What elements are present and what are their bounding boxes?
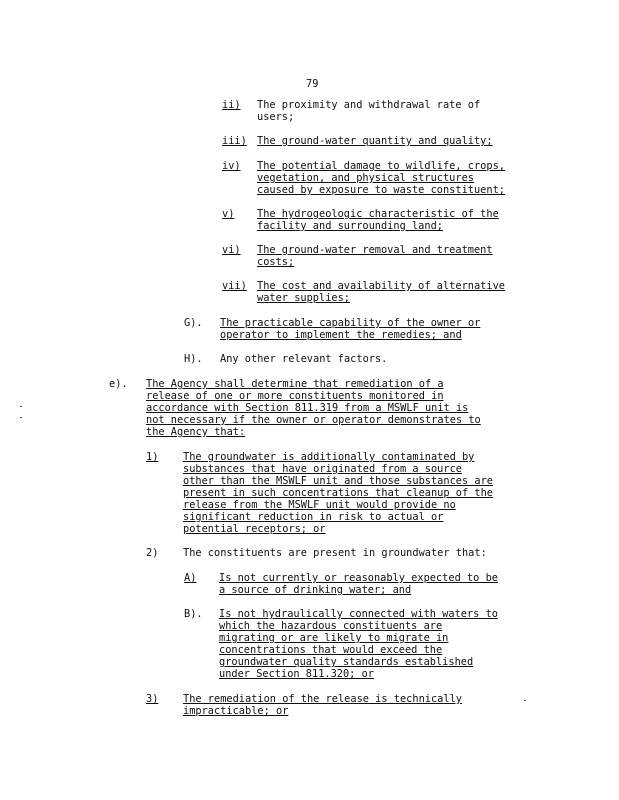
item-label: v): [222, 208, 235, 220]
item-text-line: The constituents are present in groundwater that:: [183, 547, 487, 559]
scan-speck: [524, 700, 526, 701]
item-label: vi): [222, 244, 241, 256]
item-text-line: groundwater quality standards established: [219, 656, 474, 668]
item-text-line: The ground-water quantity and quality;: [257, 135, 493, 147]
item-text-line: which the hazardous constituents are: [219, 620, 443, 632]
item-text-line: release of one or more constituents monitored in: [146, 390, 444, 402]
page-number: 79: [306, 78, 319, 90]
item-label: G).: [184, 317, 203, 329]
item-text-line: water supplies;: [257, 292, 350, 304]
item-text-line: under Section 811.320; or: [219, 668, 374, 680]
item-text-line: The groundwater is additionally contaminated by: [183, 451, 475, 463]
item-text-line: The proximity and withdrawal rate of: [257, 99, 481, 111]
item-text-line: vegetation, and physical structures: [257, 172, 474, 184]
item-text-line: release from the MSWLF unit would provide no: [183, 499, 456, 511]
item-text-line: caused by exposure to waste constituent;: [257, 184, 505, 196]
item-label: iii): [222, 135, 247, 147]
item-text-line: a source of drinking water; and: [219, 584, 412, 596]
item-text-line: The hydrogeologic characteristic of the: [257, 208, 499, 220]
item-text-line: Is not hydraulically connected with waters to: [219, 608, 498, 620]
item-text-line: impracticable; or: [183, 705, 289, 717]
item-text-line: accordance with Section 811.319 from a MSWLF unit is: [146, 402, 469, 414]
item-text-line: facility and surrounding land;: [257, 220, 443, 232]
item-text-line: The practicable capability of the owner or: [220, 317, 481, 329]
item-label: ii): [222, 99, 241, 111]
item-label: 2): [146, 547, 159, 559]
item-label: e).: [109, 378, 128, 390]
item-text-line: not necessary if the owner or operator demonstrates to: [146, 414, 481, 426]
item-text-line: Is not currently or reasonably expected to be: [219, 572, 498, 584]
item-text-line: present in such concentrations that cleanup of the: [183, 487, 493, 499]
item-text-line: potential receptors; or: [183, 523, 326, 535]
item-label: A): [184, 572, 197, 584]
scan-speck: [20, 417, 22, 418]
item-text-line: Any other relevant factors.: [220, 353, 388, 365]
item-text-line: The ground-water removal and treatment: [257, 244, 493, 256]
item-text-line: The Agency shall determine that remediation of a: [146, 378, 444, 390]
item-text-line: significant reduction in risk to actual or: [183, 511, 444, 523]
item-text-line: The cost and availability of alternative: [257, 280, 505, 292]
item-text-line: concentrations that would exceed the: [219, 644, 443, 656]
item-text-line: migrating or are likely to migrate in: [219, 632, 449, 644]
item-text-line: costs;: [257, 256, 295, 268]
item-text-line: the Agency that:: [146, 426, 246, 438]
item-label: H).: [184, 353, 203, 365]
item-text-line: The potential damage to wildlife, crops,: [257, 160, 505, 172]
scan-speck: [20, 406, 22, 407]
item-text-line: users;: [257, 111, 295, 123]
item-text-line: other than the MSWLF unit and those substances are: [183, 475, 493, 487]
item-label: B).: [184, 608, 203, 620]
item-text-line: The remediation of the release is technically: [183, 693, 462, 705]
item-label: 3): [146, 693, 159, 705]
item-label: 1): [146, 451, 159, 463]
item-text-line: substances that have originated from a source: [183, 463, 462, 475]
item-text-line: operator to implement the remedies; and: [220, 329, 462, 341]
item-label: vii): [222, 280, 247, 292]
item-label: iv): [222, 160, 241, 172]
